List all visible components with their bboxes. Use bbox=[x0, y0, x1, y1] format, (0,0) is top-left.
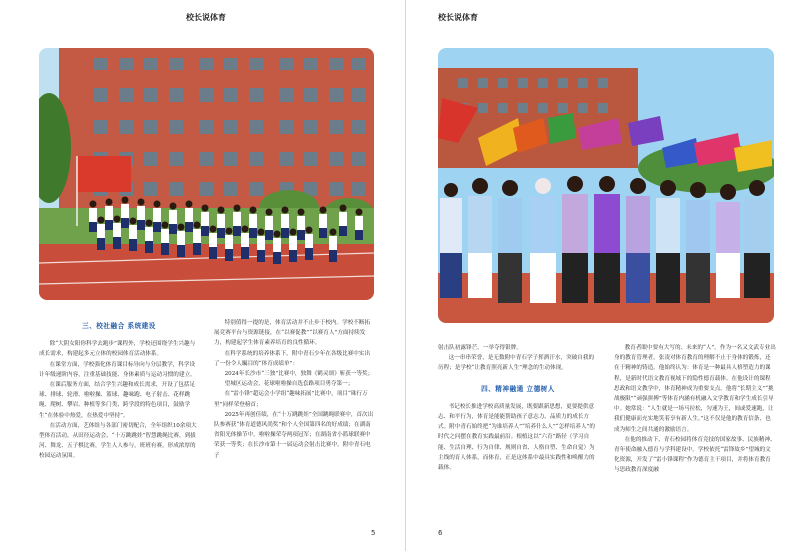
running-head: 校长说体育 bbox=[186, 13, 226, 22]
section-heading-3: 三、校社融合 系统建设 bbox=[82, 322, 156, 330]
page-number: 5 bbox=[371, 529, 376, 537]
flag-parade-photo bbox=[438, 48, 774, 323]
paragraph: 在课堂方面，学校强化体育课目标导向与分层教学，科学设计年级递阶内容，注重基础技能、身体素质与运动习惯的建立。 bbox=[39, 361, 196, 378]
right-column-2 bbox=[614, 343, 776, 476]
section-heading-4: 四、精神融通 立德树人 bbox=[481, 384, 555, 393]
running-head: 校长说体育 bbox=[438, 13, 478, 22]
paragraph: 望城区运动会，花球啦啦操自选套路项目勇夺第一； bbox=[224, 381, 354, 388]
paragraph: 特别值得一提的是，体育活动并不止步于校内。学校不断拓展竞赛平台与资源链接，在“以赛促教”“以赛育人”方面持续发力，构建起学生体育素养培育的良性循环。 bbox=[214, 320, 371, 347]
left-column-2 bbox=[214, 318, 374, 461]
paragraph: 教育者眼中要有大写的、未来的“人”。作为一名又文武专业出身的教育管理者，张凌对体育教育的理解不止于身体的锻炼，还在于精神的铸造。他始终认为：体育是一种最具人格塑造力的课程，是新时代语文教育视域下的隐性德育载体。在他设计的课程思政和语文教学中，体育精神成为重要支点。他将“长期主义”“挑战极限”“顽强拼搏”等体育内涵有机融入文学教育和学生成长引导中。她常说：“人生就是一场马拉松，匀速为王，间或爱速跑，让我们健康而充实地笑着享有新人生。”这不仅是他的教育信条，也成为师生之间共通的激励语言。 bbox=[614, 345, 776, 433]
paragraph: 在活动方面，艺体组与各部门密切配合，全年组织10余项大型体育活动，从田径运动会、“十万跳跳娃”智慧跳绳比赛，到拔河、舞龙、五子棋比赛，学生人人参与，班班有赛，形成浓厚的校园运动氛围。 bbox=[39, 422, 197, 460]
paragraph: 这一串串荣誉，是无数附中青石学子挥洒汗水，突破自我的历程；是学校“让教育照亮新人生”理念的生动体现。 bbox=[438, 355, 595, 372]
paragraph: 书记校长推进学校高质量发展，既要跟新思想，更要提供意志、和平行为，体育是能能帮助孩子意志力、品质力的成长方式。附中青石始终把“为谁培养人”“培养什么人”“怎样培养人”的时代之问摆在教育实践最前沿。根植这以“六育”路径（学习自能、生活自理、行为自律、规则自省、人格自塑、生命自觉）为主线的育人体系，而体育，正是这体系中最具实践性和唤醒力的载体。 bbox=[438, 403, 596, 472]
paragraph: 在“雷小锋”超运会小学组“趣味拓展”比赛中，项目“珠行万里”同样荣登榜首； bbox=[214, 391, 368, 408]
paragraph: 2025年再创佳绩，在“十万跳跳娃”全国跳绳联赛中，首次出队参赛获“体育道德风尚奖”和个人全国第四名的好成绩；在湖南省阳光体操节中，啦啦操荣夺两项冠军；在湖南省小篮球联赛中荣获一等奖；在长沙市第十一届运动会射击比赛中，附中青石电子 bbox=[214, 411, 374, 459]
paragraph: 除“大阴女阳你科学去跑步”课程外，学校还围绕学生兴趣与成长需求，构建起多元立体的校园体育活动体系。 bbox=[39, 341, 196, 358]
students-running-photo bbox=[39, 48, 374, 300]
page-number: 6 bbox=[438, 529, 443, 537]
students-running-illustration bbox=[39, 48, 374, 300]
flag-parade-illustration bbox=[438, 48, 774, 323]
left-column-1 bbox=[39, 318, 199, 462]
paragraph: 射击队初露锋芒，一举夺得银牌。 bbox=[438, 345, 522, 351]
paragraph: 在课后服务方面，结合学生兴趣和成长需求，开设了包括足球、排球、轮滑、啦啦操、篮球、趣味跑、电子射击、花样跳绳、爬树、攀岩、种植等多门类、跨学段的特色项目，鼓励学生“在体验中热爱，在热爱中坚持”。 bbox=[39, 382, 196, 419]
right-column-1 bbox=[438, 343, 598, 473]
right-page bbox=[405, 0, 810, 551]
paragraph: 2024年长沙市“三独”比赛中，独舞《鹤灵颂》斩获一等奖； bbox=[224, 371, 374, 378]
paragraph: 在他的推动下，青石校园将体育竞技的国家故事、民族精神、青年使命融入德育与学科建设中。学校依托“雷锋故乡”望城的文化资源，开发了“雷小锋课程”作为德育主干项目，并将体育教育与思政教育深度融 bbox=[614, 436, 776, 474]
paragraph: 在科学系统的培养体系下，附中青石少年在各级比赛中实出了一份令人瞩目的“体育成绩单”： bbox=[214, 350, 371, 367]
